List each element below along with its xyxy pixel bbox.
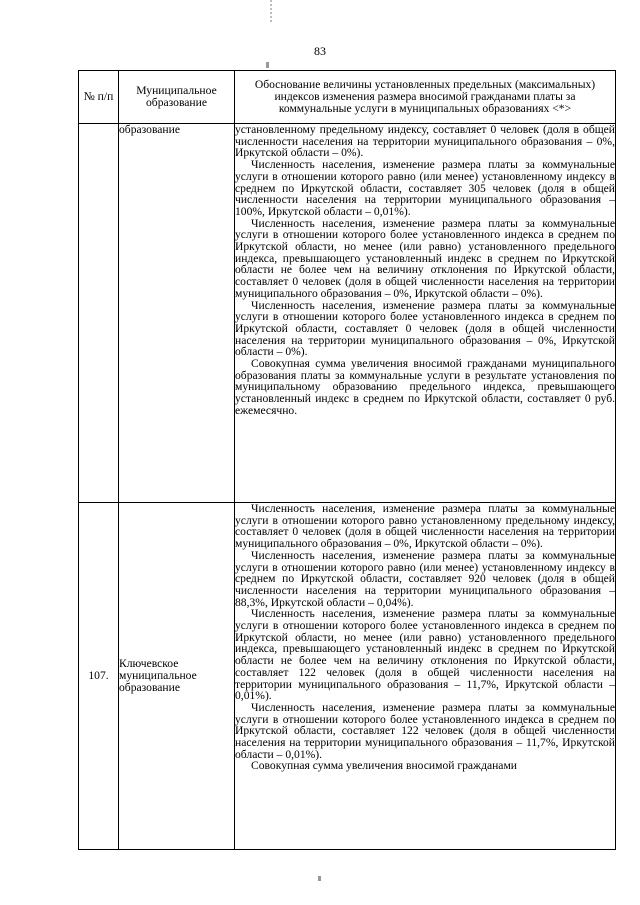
page-number: 83: [314, 44, 326, 58]
paragraph: Численность населения, изменение размера платы за коммунальные услуги в отношении которого более установленного индекса в среднем по Иркутской области, но менее (или равно) установленного предельного индекса, превышающего установленный индекс в среднем по Иркутской области не более чем на величину отклонения по Иркутской области, составляет 122 человек (доля в общей численности населения на территории муниципального образования – 11,7%, Иркутской области – 0,01%).: [235, 607, 615, 703]
paragraph: Численность населения, изменение размера платы за коммунальные услуги в отношении которого более установленного индекса в среднем по Иркутской области, составляет 0 человек (доля в общей численности населения на территории муниципального образования – 0%, Иркутской области – 0%).: [235, 298, 615, 359]
scan-artifact: [266, 62, 269, 68]
table-row: [79, 503, 616, 850]
municipality-name: Ключевское муниципальное образование: [119, 503, 235, 850]
index-justification-table: [78, 70, 616, 850]
row-number: 107.: [79, 503, 119, 850]
basis-text: [235, 503, 616, 850]
header-basis: Обоснование величины установленных предельных (максимальных) индексов изменения размера вносимой гражданами платы за коммунальные услуги в муниципальных образованиях <*>: [235, 71, 616, 124]
paragraph: Совокупная сумма увеличения вносимой гражданами муниципального образования платы за коммунальные услуги в результате установления по муниципальному образованию предельного индекса, превышающего установленный индекс в среднем по Иркутской области, составляет 0 руб. ежемесячно.: [235, 357, 615, 417]
paragraph: Численность населения, изменение размера платы за коммунальные услуги в отношении которого равно (или менее) установленному индексу в среднем по Иркутской области, составляет 920 человек (доля в общей численности населения на территории муниципального образования – 88,3%, Иркутской области – 0,04%).: [235, 548, 615, 609]
paragraph: Численность населения, изменение размера платы за коммунальные услуги в отношении которого более установленного индекса в среднем по Иркутской области, но менее (или равно) установленного предельного индекса, превышающего установленный индекс в среднем по Иркутской области не более чем на величину отклонения по Иркутской области, составляет 0 человек (доля в общей численности населения на территории муниципального образования – 0%, Иркутской области – 0%).: [235, 216, 615, 300]
paragraph: Численность населения, изменение размера платы за коммунальные услуги в отношении которого равно установленному предельному индексу, составляет 0 человек (доля в общей численности населения на территории муниципального образования – 0%, Иркутской области – 0%).: [235, 502, 615, 551]
scan-artifact: [318, 876, 321, 881]
paragraph: Численность населения, изменение размера платы за коммунальные услуги в отношении которого более установленного индекса в среднем по Иркутской области, составляет 122 человек (доля в общей численности населения на территории муниципального образования – 11,7%, Иркутской области – 0,01%).: [235, 700, 615, 761]
header-municipality: Муниципальное образование: [119, 71, 235, 124]
municipality-name: образование: [119, 124, 235, 503]
table-header-row: [79, 71, 616, 124]
paragraph: установленному предельному индексу, составляет 0 человек (доля в общей численности населения на территории муниципального образования – 0%, Иркутской области – 0%).: [235, 123, 615, 160]
paragraph: Численность населения, изменение размера платы за коммунальные услуги в отношении которого равно (или менее) установленному индексу в среднем по Иркутской области, составляет 305 человек (доля в общей численности населения на территории муниципального образования – 100%, Иркутской области – 0,01%).: [235, 158, 615, 218]
basis-text: [235, 124, 616, 503]
header-num: № п/п: [79, 71, 119, 124]
paragraph: Совокупная сумма увеличения вносимой гражданами: [251, 759, 517, 773]
table-row: [79, 124, 616, 503]
scan-artifact: [270, 0, 272, 22]
row-number: [79, 124, 119, 503]
